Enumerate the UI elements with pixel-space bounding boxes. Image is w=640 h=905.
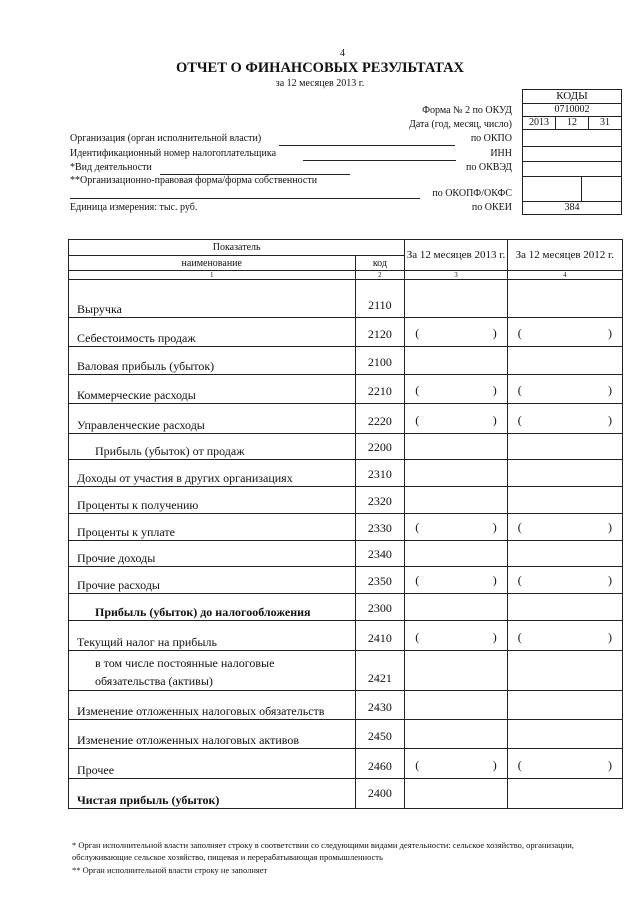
row-code: 2200 — [355, 434, 405, 460]
row-code: 2120 — [355, 318, 405, 347]
inn-label: ИНН — [490, 148, 512, 159]
table-row — [69, 375, 623, 404]
value-2013[interactable]: ( ) — [405, 375, 507, 404]
table-row — [69, 621, 623, 651]
table-row — [69, 779, 623, 809]
row-name: Проценты к уплате — [69, 514, 356, 541]
row-name: Прочее — [69, 749, 356, 779]
page-number: 4 — [340, 48, 345, 59]
row-code: 2430 — [355, 691, 405, 720]
col-num-4: 4 — [507, 271, 622, 280]
date-label: Дата (год, месяц, число) — [409, 119, 512, 130]
value-2013[interactable]: ( ) — [405, 749, 507, 779]
value-2013[interactable] — [405, 691, 507, 720]
table-row — [69, 691, 623, 720]
value-2012[interactable] — [507, 347, 622, 375]
okpo-code-cell[interactable] — [522, 129, 622, 147]
row-code: 2320 — [355, 487, 405, 514]
row-code: 2210 — [355, 375, 405, 404]
code-header: код — [355, 256, 405, 271]
inn-code-cell[interactable] — [522, 146, 622, 162]
row-code: 2460 — [355, 749, 405, 779]
row-name: Чистая прибыль (убыток) — [69, 779, 356, 809]
table-row — [69, 514, 623, 541]
value-2013[interactable] — [405, 541, 507, 567]
inn-left-label: Идентификационный номер налогоплательщика — [70, 148, 277, 159]
value-2012[interactable] — [507, 779, 622, 809]
row-code: 2110 — [355, 280, 405, 318]
value-2012[interactable]: ( ) — [507, 375, 622, 404]
row-name: Изменение отложенных налоговых активов — [69, 720, 356, 749]
value-2012[interactable] — [507, 460, 622, 487]
col-num-1: 1 — [69, 271, 356, 280]
table-row — [69, 567, 623, 594]
table-row — [69, 318, 623, 347]
value-2012[interactable]: ( ) — [507, 621, 622, 651]
inn-input-line[interactable] — [303, 160, 456, 161]
value-2013[interactable]: ( ) — [405, 514, 507, 541]
value-2012[interactable] — [507, 651, 622, 691]
value-2013[interactable]: ( ) — [405, 404, 507, 434]
table-row — [69, 280, 623, 318]
row-name: Прибыль (убыток) до налогообложения — [69, 594, 356, 621]
value-2013[interactable] — [405, 347, 507, 375]
row-name: Выручка — [69, 280, 356, 318]
value-2012[interactable] — [507, 691, 622, 720]
financial-results-table — [68, 239, 623, 809]
value-2012[interactable] — [507, 594, 622, 621]
footnote-activity: * Орган исполнительной власти заполняет строку в соответствии со следующими видами деятельности: сельское хозяйство, организации, обслуживающие сельское хозяйство, пищевая и перерабатывающая промышленность — [72, 840, 574, 862]
table-row — [69, 460, 623, 487]
row-name: Валовая прибыль (убыток) — [69, 347, 356, 375]
table-row — [69, 434, 623, 460]
row-code: 2450 — [355, 720, 405, 749]
row-name: Управленческие расходы — [69, 404, 356, 434]
indicator-header: Показатель — [69, 240, 405, 256]
okopf-label: по ОКОПФ/ОКФС — [432, 188, 512, 199]
value-2013[interactable] — [405, 434, 507, 460]
value-2012[interactable]: ( ) — [507, 318, 622, 347]
row-code: 2310 — [355, 460, 405, 487]
row-name: Проценты к получению — [69, 487, 356, 514]
okfs-code[interactable] — [582, 177, 621, 201]
row-code: 2300 — [355, 594, 405, 621]
okud-label: Форма № 2 по ОКУД — [422, 105, 512, 116]
value-2012[interactable]: ( ) — [507, 749, 622, 779]
codes-header: КОДЫ — [522, 89, 622, 104]
name-header: наименование — [69, 256, 356, 271]
okei-code-cell: 384 — [522, 201, 622, 215]
value-2013[interactable] — [405, 651, 507, 691]
value-2013[interactable] — [405, 720, 507, 749]
unit-label: Единица измерения: тыс. руб. — [70, 202, 198, 213]
table-row — [69, 541, 623, 567]
row-code: 2220 — [355, 404, 405, 434]
date-year: 2013 — [523, 117, 556, 129]
value-2012[interactable] — [507, 541, 622, 567]
value-2012[interactable] — [507, 720, 622, 749]
row-name: Прочие расходы — [69, 567, 356, 594]
value-2013[interactable] — [405, 280, 507, 318]
value-2013[interactable]: ( ) — [405, 621, 507, 651]
value-2012[interactable]: ( ) — [507, 404, 622, 434]
row-code: 2400 — [355, 779, 405, 809]
codes-block — [522, 89, 622, 215]
value-2012[interactable] — [507, 434, 622, 460]
footnote-legal-form: ** Орган исполнительной власти строку не заполняет — [72, 865, 268, 875]
page-title: ОТЧЕТ О ФИНАНСОВЫХ РЕЗУЛЬТАТАХ — [175, 60, 465, 76]
okved-code-cell[interactable] — [522, 161, 622, 177]
row-code: 2100 — [355, 347, 405, 375]
table-row — [69, 651, 623, 691]
legal-form-input-line[interactable] — [70, 198, 420, 199]
okud-code-cell: 0710002 — [522, 103, 622, 117]
value-2012[interactable]: ( ) — [507, 514, 622, 541]
value-2012[interactable] — [507, 487, 622, 514]
row-name: Коммерческие расходы — [69, 375, 356, 404]
value-2013[interactable]: ( ) — [405, 318, 507, 347]
table-row — [69, 749, 623, 779]
org-label: Организация (орган исполнительной власти) — [70, 133, 262, 144]
date-cells — [522, 116, 622, 130]
value-2013[interactable] — [405, 460, 507, 487]
row-name: Прочие доходы — [69, 541, 356, 567]
row-name: Изменение отложенных налоговых обязательств — [69, 691, 356, 720]
okpo-label: по ОКПО — [470, 133, 512, 144]
row-code: 2330 — [355, 514, 405, 541]
row-name: Себестоимость продаж — [69, 318, 356, 347]
value-2013[interactable] — [405, 779, 507, 809]
col-2013-header: За 12 месяцев 2013 г. — [405, 240, 507, 271]
okopf-code[interactable] — [523, 177, 582, 201]
row-code: 2421 — [355, 651, 405, 691]
value-2012[interactable]: ( ) — [507, 567, 622, 594]
value-2013[interactable] — [405, 487, 507, 514]
col-2012-header: За 12 месяцев 2012 г. — [507, 240, 622, 271]
org-input-line[interactable] — [279, 145, 455, 146]
table-row — [69, 594, 623, 621]
value-2012[interactable] — [507, 280, 622, 318]
report-period: за 12 месяцев 2013 г. — [275, 78, 365, 89]
date-month: 12 — [556, 117, 589, 129]
row-code: 2410 — [355, 621, 405, 651]
row-name: в том числе постоянные налоговые обязательства (активы) — [69, 651, 356, 691]
row-name: Текущий налог на прибыль — [69, 621, 356, 651]
table-row — [69, 720, 623, 749]
activity-label: *Вид деятельности — [70, 162, 152, 173]
table-row — [69, 347, 623, 375]
row-code: 2340 — [355, 541, 405, 567]
date-day: 31 — [600, 117, 610, 128]
col-num-2: 2 — [355, 271, 405, 280]
value-2013[interactable] — [405, 594, 507, 621]
row-name: Доходы от участия в других организациях — [69, 460, 356, 487]
table-row — [69, 404, 623, 434]
col-num-3: 3 — [405, 271, 507, 280]
okopf-okfs-cells[interactable] — [522, 176, 622, 202]
value-2013[interactable]: ( ) — [405, 567, 507, 594]
legal-form-label: **Организационно-правовая форма/форма собственности — [70, 175, 318, 186]
row-name: Прибыль (убыток) от продаж — [69, 434, 356, 460]
row-code: 2350 — [355, 567, 405, 594]
okved-label: по ОКВЭД — [466, 162, 512, 173]
table-row — [69, 487, 623, 514]
okei-label: по ОКЕИ — [471, 202, 512, 213]
